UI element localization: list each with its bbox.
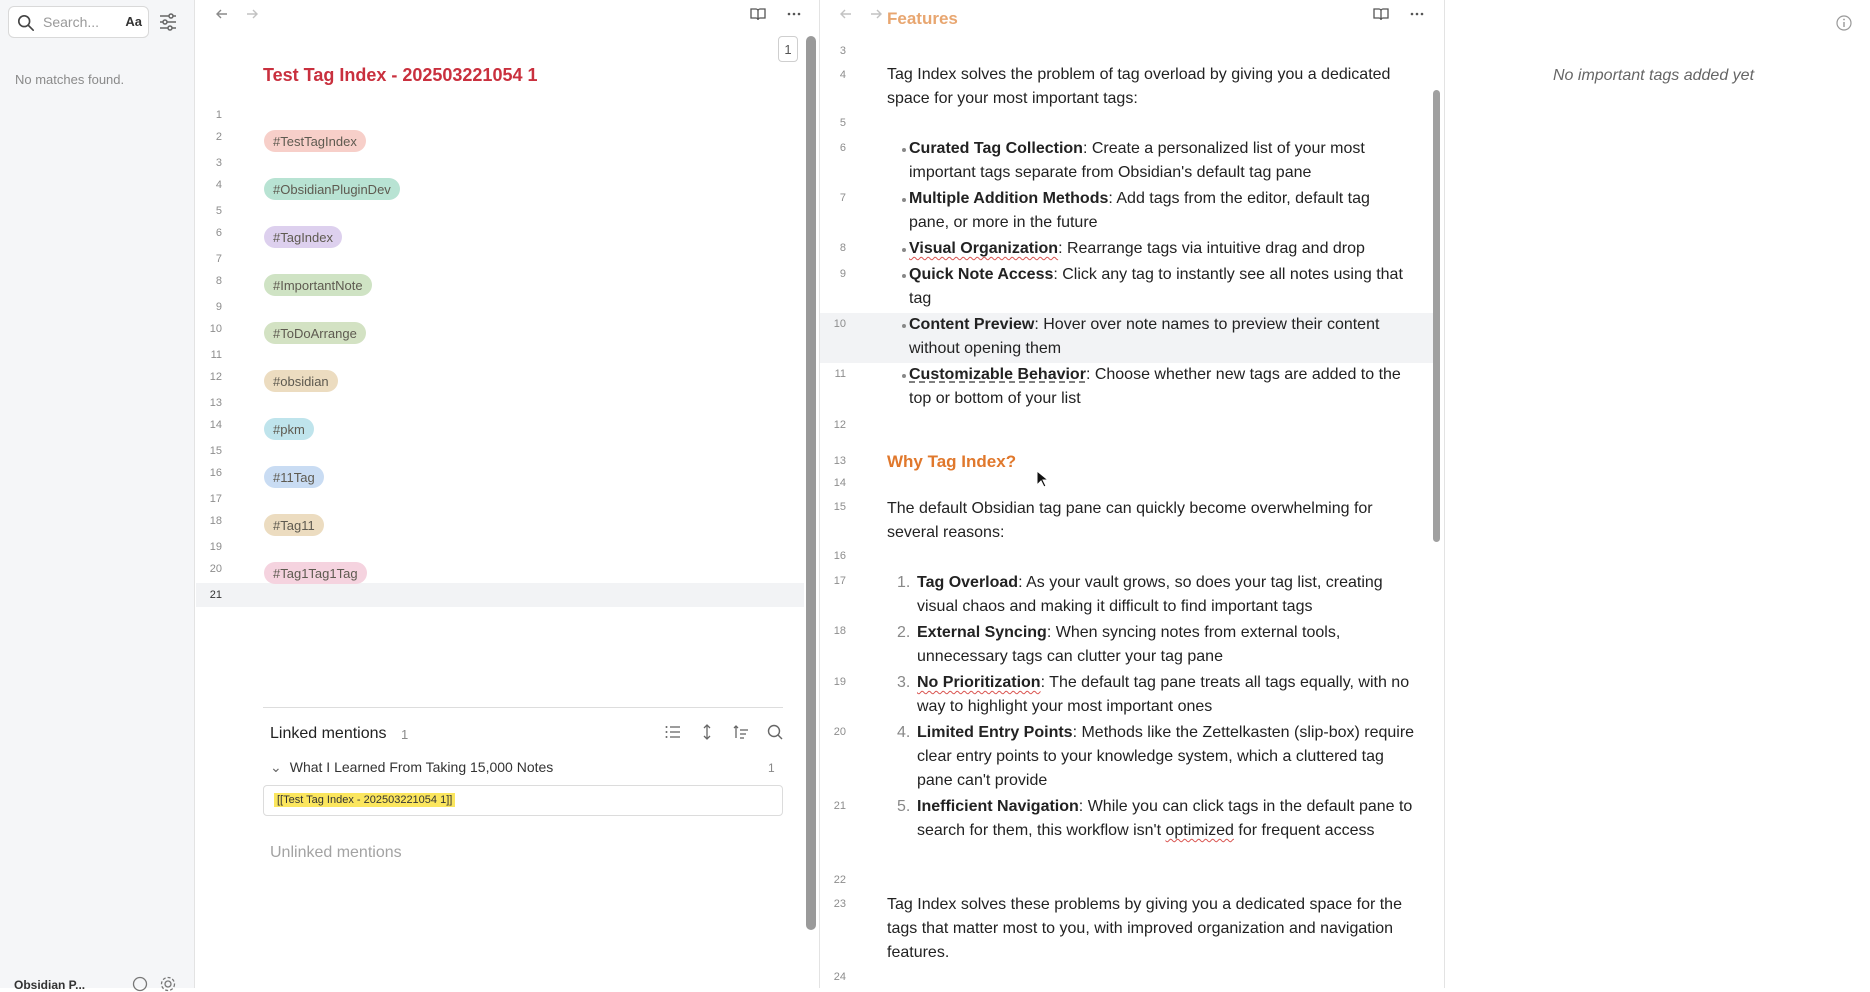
line-number: 10 (209, 323, 222, 335)
bullet-marker (902, 274, 906, 278)
list-number: 4. (897, 724, 911, 741)
feature-name: Curated Tag Collection (909, 140, 1083, 157)
unlinked-mentions-heading[interactable]: Unlinked mentions (270, 844, 402, 861)
pane-divider[interactable] (1444, 0, 1445, 988)
page-number-badge: 1 (778, 36, 798, 62)
backlinks-divider (263, 707, 783, 708)
feature-item (909, 137, 1411, 185)
feature-text: : Click any tag to instantly see all notes using that tag (909, 266, 1403, 307)
forward-arrow-icon[interactable] (244, 6, 260, 22)
feature-text: : Add tags from the editor, default tag pane, or more in the future (909, 190, 1370, 231)
line-number: 13 (833, 455, 846, 467)
search-input[interactable] (43, 12, 113, 32)
search-sidebar (0, 0, 195, 992)
mouse-cursor-icon (1036, 470, 1048, 488)
feature-name: Customizable Behavior (909, 366, 1086, 383)
vault-switcher[interactable] (14, 978, 85, 992)
mention-snippet[interactable] (263, 785, 783, 816)
search-mentions-icon[interactable] (766, 723, 784, 741)
list-number: 5. (897, 798, 911, 815)
feature-text: : Create a personalized list of your most important tags separate from Obsidian's default tag pane (909, 140, 1365, 181)
mention-file-name: What I Learned From Taking 15,000 Notes (289, 759, 554, 775)
closing-paragraph: Tag Index solves these problems by giving you a dedicated space for the tags that matter most to you, with improved organization and navigation features. (887, 896, 1402, 961)
line-number: 3 (839, 45, 846, 57)
mention-file-row[interactable] (270, 759, 553, 776)
tag-pill[interactable]: #obsidian (264, 370, 338, 392)
line-number: 11 (210, 349, 222, 361)
show-more-context-icon[interactable] (698, 723, 716, 741)
line-number: 13 (209, 397, 222, 409)
reason-item (917, 795, 1417, 843)
tag-pill[interactable]: #pkm (264, 418, 314, 440)
reason-name: External Syncing (917, 624, 1047, 641)
line-number: 4 (215, 179, 222, 191)
collapse-results-icon[interactable] (664, 723, 682, 741)
line-number: 5 (215, 205, 222, 217)
reason-name: Inefficient Navigation (917, 798, 1079, 815)
tag-pill[interactable]: #Tag11 (264, 514, 324, 536)
line-number: 15 (833, 501, 846, 513)
line-number: 7 (839, 192, 846, 204)
active-line-highlight (196, 583, 804, 607)
tag-pill[interactable]: #TagIndex (264, 226, 342, 248)
back-arrow-icon[interactable] (214, 6, 230, 22)
reading-view-book-icon[interactable] (1372, 5, 1390, 23)
reason-text: : While you can click tags in the default pane to search for them, this workflow isn't (917, 798, 1413, 839)
features-heading-partial: Features (887, 9, 958, 28)
line-number: 10 (833, 318, 846, 330)
line-number: 24 (833, 971, 846, 983)
line-number: 15 (209, 445, 222, 457)
line-number: 2 (215, 131, 222, 143)
line-number: 1 (215, 109, 222, 121)
bullet-marker (902, 198, 906, 202)
line-number: 22 (833, 874, 846, 886)
why-tag-index-heading: Why Tag Index? (887, 452, 1017, 471)
line-number: 19 (209, 541, 222, 553)
line-number: 17 (833, 575, 846, 587)
no-matches-text: No matches found. (15, 72, 125, 87)
tag-pill[interactable]: #ImportantNote (264, 274, 372, 296)
settings-gear-icon[interactable] (160, 976, 176, 992)
feature-item (909, 263, 1411, 311)
search-field[interactable] (8, 6, 149, 38)
line-number: 8 (215, 275, 222, 287)
reason-item (917, 621, 1417, 669)
feature-text: : Hover over note names to preview their content without opening them (909, 316, 1380, 357)
left-pane-nav (214, 6, 260, 22)
line-number: 16 (833, 550, 846, 562)
tag-pill[interactable]: #ToDoArrange (264, 322, 366, 344)
reason-item (917, 721, 1417, 793)
search-icon (17, 14, 35, 32)
line-number: 20 (209, 563, 222, 575)
list-number: 3. (897, 674, 911, 691)
help-icon[interactable] (132, 976, 148, 992)
left-pane-scrollbar[interactable] (806, 36, 816, 930)
bullet-marker (902, 248, 906, 252)
search-settings-icon[interactable] (158, 12, 178, 32)
reason-text: : Methods like the Zettelkasten (slip-box) require clear entry points to your knowledge system, which a cluttered tag pane can't provide (917, 724, 1415, 789)
bullet-marker (902, 148, 906, 152)
back-arrow-icon[interactable] (838, 6, 854, 22)
reason-text: for frequent access (1233, 822, 1375, 839)
line-number: 12 (833, 419, 846, 431)
line-number: 14 (209, 419, 222, 431)
feature-item (909, 187, 1411, 235)
bullet-marker (902, 324, 906, 328)
info-icon[interactable] (1835, 14, 1853, 32)
line-number: 17 (209, 493, 222, 505)
line-number: 9 (215, 301, 222, 313)
tag-pill[interactable]: #11Tag (264, 466, 324, 488)
line-number: 20 (833, 726, 846, 738)
more-options-icon[interactable] (785, 5, 803, 23)
feature-item (909, 237, 1411, 261)
mention-file-count: 1 (768, 761, 775, 775)
intro-paragraph: Tag Index solves the problem of tag overload by giving you a dedicated space for your most important tags: (887, 66, 1391, 107)
line-number: 6 (215, 227, 222, 239)
line-number: 7 (215, 253, 222, 265)
tag-pill[interactable]: #Tag1Tag1Tag (264, 562, 367, 584)
reason-text-misspelled: optimized (1165, 822, 1234, 839)
line-number: 12 (209, 371, 222, 383)
bullet-marker (902, 374, 906, 378)
line-number: 16 (209, 467, 222, 479)
reason-text: : The default tag pane treats all tags equally, with no way to highlight your most important ones (917, 674, 1410, 715)
reason-item (917, 671, 1417, 719)
line-number: 19 (833, 676, 846, 688)
mention-snippet-highlight: [[Test Tag Index - 202503221054 1]] (274, 793, 455, 807)
linked-mentions-count: 1 (401, 727, 409, 742)
note-title[interactable]: Test Tag Index - 202503221054 1 (263, 65, 538, 85)
forward-arrow-icon[interactable] (868, 6, 884, 22)
feature-item (909, 363, 1411, 411)
reason-name: No Prioritization (917, 674, 1041, 691)
line-number: 9 (839, 268, 846, 280)
line-number: 4 (839, 69, 846, 81)
reason-text: : As your vault grows, so does your tag list, creating visual chaos and making it difficult to find important tags (917, 574, 1383, 615)
sort-order-icon[interactable] (732, 723, 750, 741)
reason-text: : When syncing notes from external tools, unnecessary tags can clutter your tag pane (917, 624, 1341, 665)
backlinks-toolbar (664, 723, 784, 741)
line-number: 14 (833, 477, 846, 489)
reason-name: Limited Entry Points (917, 724, 1073, 741)
match-case-toggle[interactable]: Aa (125, 14, 142, 29)
chevron-down-icon[interactable]: ⌄ (270, 759, 282, 775)
important-tags-empty-message: No important tags added yet (1553, 67, 1755, 84)
line-number: 21 (209, 589, 222, 601)
list-number: 1. (897, 574, 911, 591)
feature-item (909, 313, 1411, 361)
tag-pill[interactable]: #ObsidianPluginDev (264, 178, 400, 200)
feature-name: Multiple Addition Methods (909, 190, 1109, 207)
line-number: 5 (839, 117, 846, 129)
line-number: 18 (833, 625, 846, 637)
line-number: 18 (209, 515, 222, 527)
feature-name: Quick Note Access (909, 266, 1054, 283)
tag-pill[interactable]: #TestTagIndex (264, 130, 366, 152)
line-number: 6 (839, 142, 846, 154)
line-number: 23 (833, 898, 846, 910)
reason-name: Tag Overload (917, 574, 1019, 591)
why-intro-paragraph: The default Obsidian tag pane can quickly become overwhelming for several reasons: (887, 500, 1373, 541)
more-options-icon[interactable] (1408, 5, 1426, 23)
linked-mentions-heading[interactable]: Linked mentions (270, 725, 387, 742)
right-pane-scrollbar[interactable] (1433, 90, 1440, 542)
vault-name: Obsidian P... (14, 978, 86, 992)
line-number: 11 (834, 368, 846, 380)
feature-name: Content Preview (909, 316, 1035, 333)
feature-text: : Rearrange tags via intuitive drag and drop (1058, 240, 1365, 257)
list-number: 2. (897, 624, 911, 641)
reading-view-book-icon[interactable] (749, 5, 767, 23)
right-pane-nav (838, 6, 884, 22)
feature-text: : Choose whether new tags are added to the top or bottom of your list (909, 366, 1401, 407)
line-number: 8 (839, 242, 846, 254)
line-number: 21 (833, 800, 846, 812)
feature-name: Visual Organization (909, 240, 1059, 257)
reason-item (917, 571, 1417, 619)
line-number: 3 (215, 157, 222, 169)
